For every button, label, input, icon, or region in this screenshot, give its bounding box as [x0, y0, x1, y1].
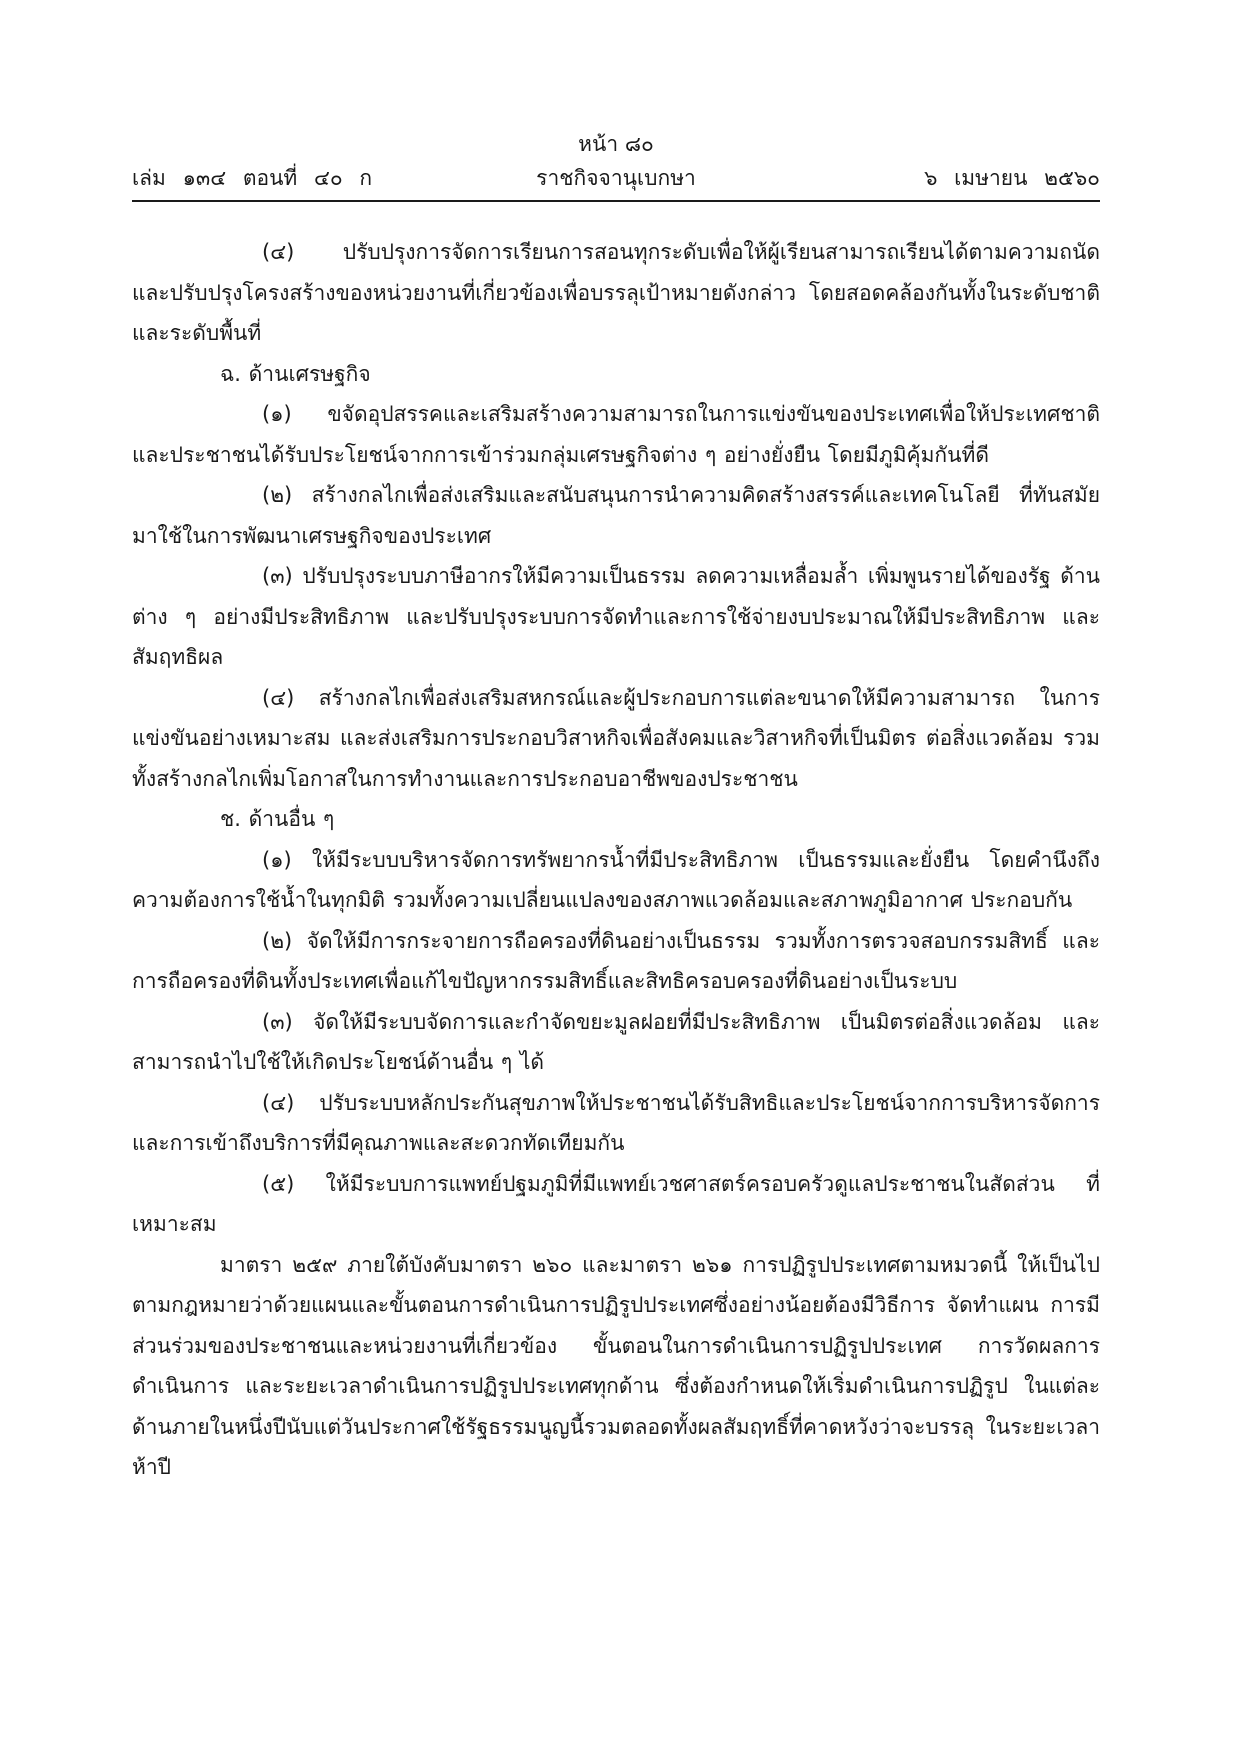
publication-title: ราชกิจจานุเบกษา: [536, 166, 696, 190]
header-divider: [132, 200, 1100, 202]
header-row: [132, 160, 1100, 196]
paragraph-other-item-4: (๔) ปรับระบบหลักประกันสุขภาพให้ประชาชนได้รับสิทธิและประโยชน์จากการบริหารจัดการ และการเข้าถึงบริการที่มีคุณภาพและสะดวกทัดเทียมกัน: [132, 1090, 1100, 1155]
volume-issue: เล่ม ๑๓๔ ตอนที่ ๔๐ ก: [132, 166, 373, 190]
publication-date: ๖ เมษายน ๒๕๖๐: [924, 166, 1100, 190]
page-header: [132, 128, 1100, 202]
section-heading-economy: ฉ. ด้านเศรษฐกิจ: [220, 361, 371, 386]
section-heading-other: ช. ด้านอื่น ๆ: [220, 807, 335, 831]
paragraph-education-item-4: (๔) ปรับปรุงการจัดการเรียนการสอนทุกระดับเพื่อให้ผู้เรียนสามารถเรียนได้ตามความถนัด และปรับปรุงโครงสร้างของหน่วยงานที่เกี่ยวข้องเพื่อบรรลุเป้าหมายดังกล่าว โดยสอดคล้องกันทั้งในระดับชาติ และระดับพื้นที่: [132, 240, 1100, 345]
paragraph-economy-item-3: (๓) ปรับปรุงระบบภาษีอากรให้มีความเป็นธรรม ลดความเหลื่อมล้ำ เพิ่มพูนรายได้ของรัฐ ด้านต่าง ๆ อย่างมีประสิทธิภาพ และปรับปรุงระบบการจัดทำและการใช้จ่ายงบประมาณให้มีประสิทธิภาพ และสัมฤทธิผล: [132, 564, 1100, 669]
paragraph-other-item-3: (๓) จัดให้มีระบบจัดการและกำจัดขยะมูลฝอยที่มีประสิทธิภาพ เป็นมิตรต่อสิ่งแวดล้อม และสามารถนำไปใช้ให้เกิดประโยชน์ด้านอื่น ๆ ได้: [132, 1009, 1100, 1074]
paragraph-other-item-5: (๕) ให้มีระบบการแพทย์ปฐมภูมิที่มีแพทย์เวชศาสตร์ครอบครัวดูแลประชาชนในสัดส่วน ที่เหมาะสม: [132, 1171, 1100, 1236]
page-number: หน้า ๘๐: [578, 132, 654, 156]
paragraph-economy-item-1: (๑) ขจัดอุปสรรคและเสริมสร้างความสามารถในการแข่งขันของประเทศเพื่อให้ประเทศชาติ และประชาชนได้รับประโยชน์จากการเข้าร่วมกลุ่มเศรษฐกิจต่าง ๆ อย่างยั่งยืน โดยมีภูมิคุ้มกันที่ดี: [132, 402, 1100, 467]
paragraph-economy-item-2: (๒) สร้างกลไกเพื่อส่งเสริมและสนับสนุนการนำความคิดสร้างสรรค์และเทคโนโลยี ที่ทันสมัยมาใช้ในการพัฒนาเศรษฐกิจของประเทศ: [132, 483, 1100, 548]
paragraph-section-259: มาตรา ๒๕๙ ภายใต้บังคับมาตรา ๒๖๐ และมาตรา ๒๖๑ การปฏิรูปประเทศตามหมวดนี้ ให้เป็นไปตามกฎหมายว่าด้วยแผนและขั้นตอนการดำเนินการปฏิรูปประเทศซึ่งอย่างน้อยต้องมีวิธีการ จัดทำแผน การมีส่วนร่วมของประชาชนและหน่วยงานที่เกี่ยวข้อง ขั้นตอนในการดำเนินการปฏิรูปประเทศ การวัดผลการดำเนินการ และระยะเวลาดำเนินการปฏิรูปประเทศทุกด้าน ซึ่งต้องกำหนดให้เริ่มดำเนินการปฏิรูป ในแต่ละด้านภายในหนึ่งปีนับแต่วันประกาศใช้รัฐธรรมนูญนี้รวมตลอดทั้งผลสัมฤทธิ์ที่คาดหวังว่าจะบรรลุ ในระยะเวลาห้าปี: [132, 1252, 1100, 1479]
document-body: [132, 232, 1100, 1488]
paragraph-other-item-2: (๒) จัดให้มีการกระจายการถือครองที่ดินอย่างเป็นธรรม รวมทั้งการตรวจสอบกรรมสิทธิ์ และการถือครองที่ดินทั้งประเทศเพื่อแก้ไขปัญหากรรมสิทธิ์และสิทธิครอบครองที่ดินอย่างเป็นระบบ: [132, 928, 1100, 993]
paragraph-economy-item-4: (๔) สร้างกลไกเพื่อส่งเสริมสหกรณ์และผู้ประกอบการแต่ละขนาดให้มีความสามารถ ในการแข่งขันอย่างเหมาะสม และส่งเสริมการประกอบวิสาหกิจเพื่อสังคมและวิสาหกิจที่เป็นมิตร ต่อสิ่งแวดล้อม รวมทั้งสร้างกลไกเพิ่มโอกาสในการทำงานและการประกอบอาชีพของประชาชน: [132, 685, 1100, 791]
paragraph-other-item-1: (๑) ให้มีระบบบริหารจัดการทรัพยากรน้ำที่มีประสิทธิภาพ เป็นธรรมและยั่งยืน โดยคำนึงถึงความต้องการใช้น้ำในทุกมิติ รวมทั้งความเปลี่ยนแปลงของสภาพแวดล้อมและสภาพภูมิอากาศ ประกอบกัน: [132, 847, 1100, 912]
